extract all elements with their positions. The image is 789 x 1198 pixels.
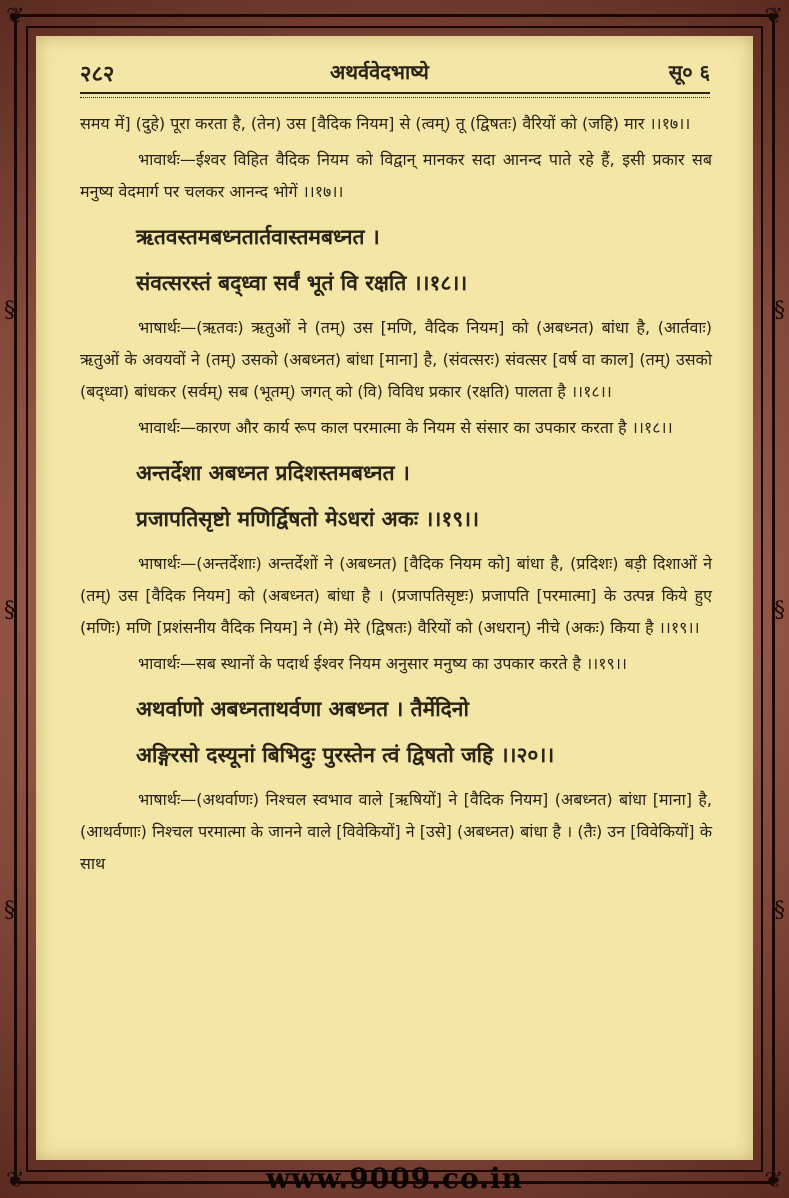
site-watermark: www.9009.co.in	[266, 1162, 523, 1195]
page-number: २८२	[80, 62, 115, 87]
corner-ornament-icon: ❦	[6, 1168, 25, 1193]
corner-ornament-icon: ❦	[6, 4, 25, 29]
bhasharth-paragraph: भाषार्थः—(ऋतवः) ऋतुओं ने (तम्) उस [मणि, वैदिक नियम] को (अबध्नत) बांधा है, (आर्तवाः) ऋतुओं के अवयवों ने (तम्) उसको (अबध्नत) बांधा [माना] है, (संवत्सरः) संवत्सर [वर्ष वा काल] (तम्) उसको (बद्ध्वा) बांधकर (सर्वम्) सब (भूतम्) जगत् को (वि) विविध प्रकार (रक्षति) पालता है ।।१८।।	[80, 318, 712, 401]
page-content	[80, 108, 712, 884]
corner-ornament-icon: ❦	[764, 1168, 783, 1193]
page-header	[80, 58, 710, 94]
bhavartha-paragraph: भावार्थः—कारण और कार्य रूप काल परमात्मा के नियम से संसार का उपकार करता है ।।१८।।	[138, 418, 673, 437]
bhasharth-paragraph: भाषार्थः—(अथर्वाणः) निश्चल स्वभाव वाले [ऋषियों] ने [वैदिक नियम] (अबध्नत) बांधा [माना] है, (आथर्वणाः) निश्चल परमात्मा के जानने वाले [विवेकियों] ने [उसे] (अबध्नत) बांधा है । (तैः) उन [विवेकियों] के साथ	[80, 790, 712, 873]
book-page	[36, 36, 753, 1160]
side-ornament-icon: §	[4, 598, 15, 623]
mantra-18	[80, 214, 712, 306]
side-ornament-icon: §	[774, 898, 785, 923]
bhavartha-paragraph: भावार्थः—ईश्वर विहित वैदिक नियम को विद्वान् मानकर सदा आनन्द पाते रहे हैं, इसी प्रकार सब मनुष्य वेदमार्ग पर चलकर आनन्द भोगें ।।१७।।	[80, 150, 712, 201]
side-ornament-icon: §	[4, 298, 15, 323]
side-ornament-icon: §	[774, 598, 785, 623]
bhasharth-paragraph: भाषार्थः—(अन्तर्देशाः) अन्तर्देशों ने (अबध्नत) [वैदिक नियम को] बांधा है, (प्रदिशः) बड़ी दिशाओं ने (तम्) उस [वैदिक नियम] को (अबध्नत) बांधा है । (प्रजापतिसृष्टः) प्रजापति [परमात्मा] के उत्पन्न किये हुए (मणिः) मणि [प्रशंसनीय वैदिक नियम] ने (मे) मेरे (द्विषतः) वैरियों को (अधरान्) नीचे (अकः) किया है ।।१९।।	[80, 554, 712, 637]
mantra-line: अन्तर्देशा अबध्नत प्रदिशस्तमबध्नत ।	[136, 460, 410, 485]
mantra-line: संवत्सरस्तं बद्ध्वा सर्वं भूतं वि रक्षति ।।१८।।	[136, 270, 468, 295]
bhavartha-paragraph: भावार्थः—सब स्थानों के पदार्थ ईश्वर नियम अनुसार मनुष्य का उपकार करते है ।।१९।।	[138, 654, 628, 673]
mantra-line: ऋतवस्तमबध्नतार्तवास्तमबध्नत ।	[136, 224, 380, 249]
mantra-line: प्रजापतिसृष्टो मणिर्द्विषतो मेऽधरां अकः ।।१९।।	[136, 506, 480, 531]
mantra-line: अङ्गिरसो दस्यूनां बिभिदुः पुरस्तेन त्वं द्विषतो जहि ।।२०।।	[136, 742, 555, 767]
side-ornament-icon: §	[774, 298, 785, 323]
header-divider	[80, 92, 710, 98]
commentary-paragraph: समय में] (दुहे) पूरा करता है, (तेन) उस [वैदिक नियम] से (त्वम्) तू (द्विषतः) वैरियों को (जहि) मार ।।१७।।	[80, 114, 691, 133]
mantra-line: अथर्वाणो अबध्नताथर्वणा अबध्नत । तैर्मेदिनो	[136, 696, 469, 721]
side-ornament-icon: §	[4, 898, 15, 923]
page-title: अथर्ववेदभाष्ये	[330, 60, 429, 84]
sukta-number: सू० ६	[668, 60, 710, 84]
mantra-20	[80, 686, 712, 778]
mantra-19	[80, 450, 712, 542]
corner-ornament-icon: ❦	[764, 4, 783, 29]
